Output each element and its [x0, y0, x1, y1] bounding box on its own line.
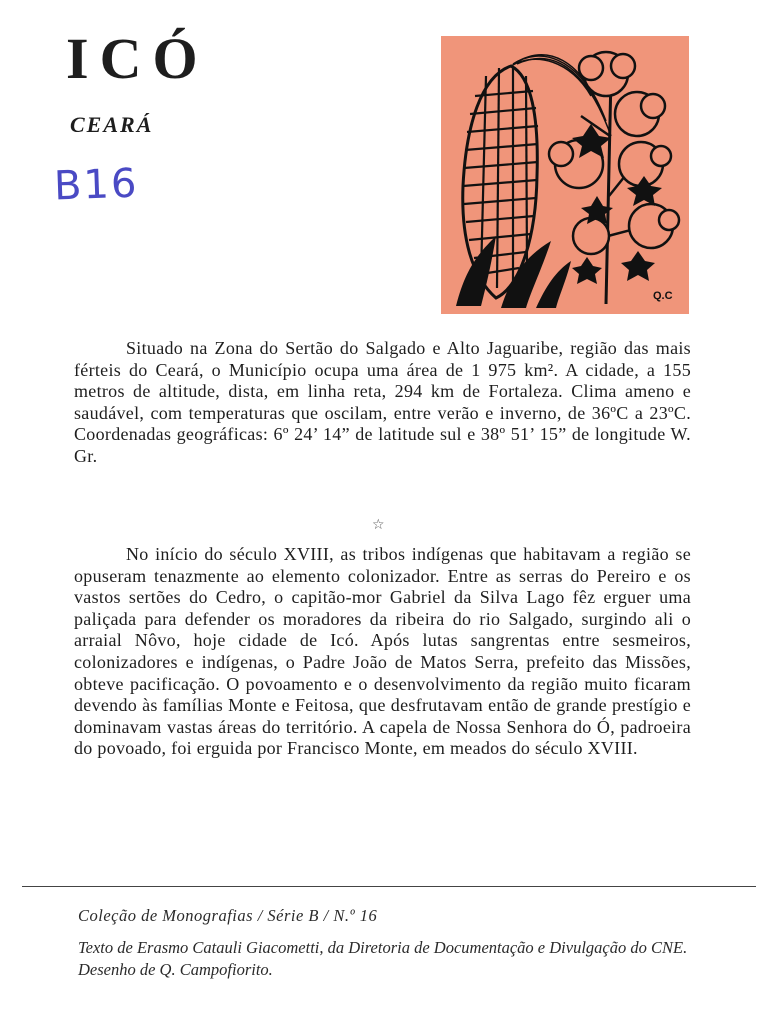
- collection-info: Coleção de Monografias / Série B / N.º 16: [78, 906, 378, 925]
- paragraph-location: [74, 338, 691, 468]
- paragraph-history: [74, 544, 691, 760]
- credits-info: Texto de Erasmo Catauli Giacometti, da Diretoria de Documentação e Divulgação do CNE. Desenho de Q. Campofiorito.: [78, 938, 688, 979]
- corn-cotton-illustration: [441, 36, 689, 314]
- footer-divider: [22, 886, 756, 887]
- page-title: ICÓ: [66, 26, 209, 91]
- paragraph-history-text: No início do século XVIII, as tribos indígenas que habitavam a região se opuseram tenazmente ao elemento colonizador. Entre as serras do Pereiro e os vastos sertões do Cedro, o capitão-mor Gabriel da Silva Lago fêz erguer uma paliçada para defender os moradores da ribeira do rio Salgado, surgindo ali o arraial Nôvo, hoje cidade de Icó. Após lutas sangrentas entre sesmeiros, colonizadores e indígenas, o Padre João de Matos Serra, prefeito das Missões, obteve pacificação. O povoamento e o desenvolvimento da região muito ficaram devendo às famílias Monte e Feitosa, que desfrutavam então de grande prestígio e dominavam vastas áreas do território. A capela de Nossa Senhora do Ó, padroeira do povoado, foi erguida por Francisco Monte, em meados do século XVIII.: [74, 544, 691, 759]
- handwritten-note: B16: [53, 160, 140, 210]
- section-separator-star: ☆: [372, 517, 385, 533]
- illustrator-signature: Q.C: [653, 290, 673, 302]
- paragraph-location-text: Situado na Zona do Sertão do Salgado e Alto Jaguaribe, região das mais férteis do Ceará, o Município ocupa uma área de 1 975 km². A cidade, a 155 metros de altitude, dista, em linha reta, 294 km de Fortaleza. Clima ameno e saudável, com temperaturas que oscilam, entre verão e inverno, de 36ºC a 23ºC. Coordenadas geográficas: 6º 24’ 14” de latitude sul e 38º 51’ 15” de longitude W. Gr.: [74, 338, 691, 466]
- state-name: CEARÁ: [70, 112, 154, 137]
